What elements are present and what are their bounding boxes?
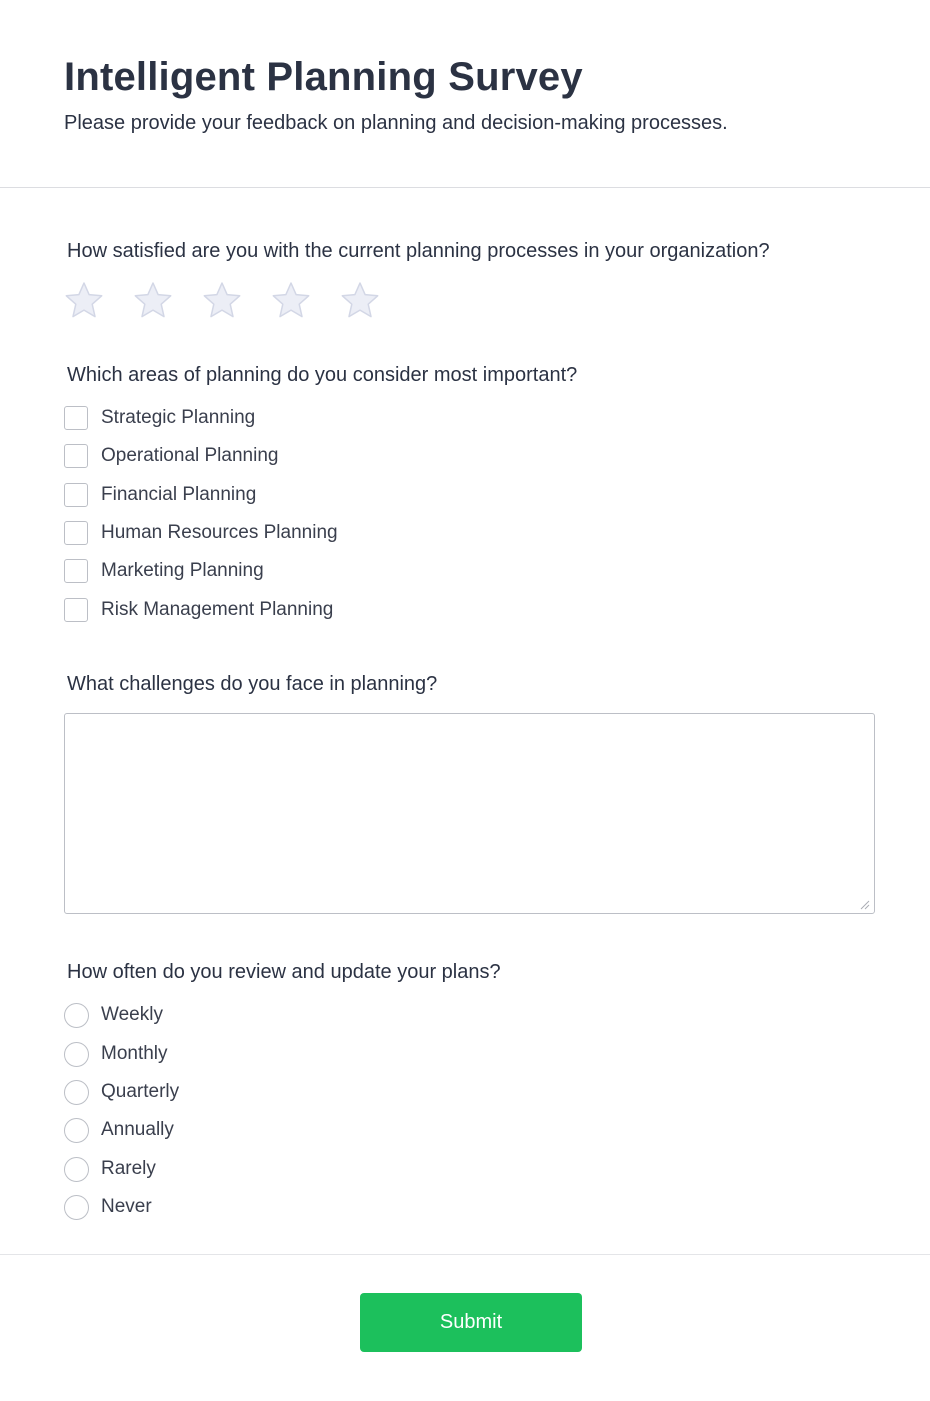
star-5-icon[interactable] [340, 280, 380, 320]
star-4-icon[interactable] [271, 280, 311, 320]
option-label: Operational Planning [101, 445, 279, 466]
checkbox[interactable] [64, 521, 88, 545]
option-label: Quarterly [101, 1081, 180, 1102]
star-3-icon[interactable] [202, 280, 242, 320]
checkbox[interactable] [64, 483, 88, 507]
checkbox[interactable] [64, 406, 88, 430]
option-label: Weekly [101, 1004, 163, 1025]
survey-header [0, 0, 930, 188]
page-title: Intelligent Planning Survey [64, 55, 583, 99]
challenges-textarea[interactable] [64, 713, 875, 914]
star-2-icon[interactable] [133, 280, 173, 320]
submit-button[interactable]: Submit [360, 1293, 582, 1352]
option-label: Monthly [101, 1043, 168, 1064]
radio-button[interactable] [64, 1080, 89, 1105]
option-label: Strategic Planning [101, 407, 256, 428]
radio-button[interactable] [64, 1003, 89, 1028]
resize-handle-icon[interactable] [858, 898, 870, 910]
page-subtitle: Please provide your feedback on planning and decision-making processes. [64, 112, 728, 134]
option-label: Human Resources Planning [101, 522, 338, 543]
option-label: Annually [101, 1119, 174, 1140]
option-label: Marketing Planning [101, 560, 264, 581]
radio-button[interactable] [64, 1195, 89, 1220]
form-footer [0, 1254, 930, 1401]
star-1-icon[interactable] [64, 280, 104, 320]
satisfaction-question: How satisfied are you with the current planning processes in your organization? [67, 240, 770, 262]
option-label: Never [101, 1196, 152, 1217]
challenges-question: What challenges do you face in planning? [67, 673, 438, 695]
checkbox[interactable] [64, 598, 88, 622]
checkbox[interactable] [64, 444, 88, 468]
option-label: Financial Planning [101, 484, 257, 505]
radio-button[interactable] [64, 1118, 89, 1143]
radio-button[interactable] [64, 1042, 89, 1067]
radio-button[interactable] [64, 1157, 89, 1182]
option-label: Risk Management Planning [101, 599, 334, 620]
frequency-question: How often do you review and update your plans? [67, 961, 501, 983]
checkbox[interactable] [64, 559, 88, 583]
option-label: Rarely [101, 1158, 156, 1179]
areas-question: Which areas of planning do you consider most important? [67, 364, 578, 386]
